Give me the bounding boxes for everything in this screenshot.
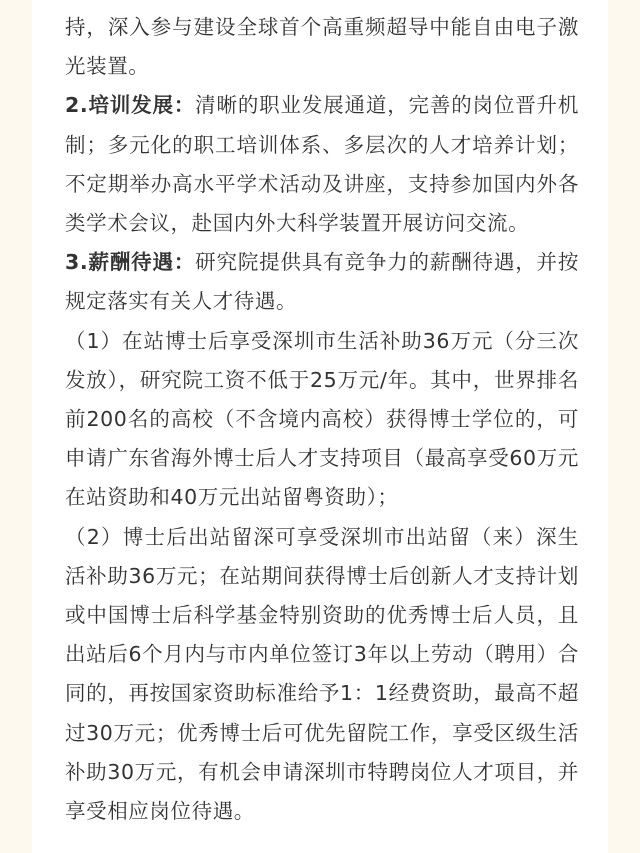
paragraph-training [65,86,579,243]
article-body [65,8,579,831]
paragraph-continuation: 持，深入参与建设全球首个高重频超导中能自由电子激光装置。 [65,15,579,79]
section-text-salary: 研究院提供具有竞争力的薪酬待遇，并按规定落实有关人才待遇。 [65,250,579,314]
section-text-training: 清晰的职业发展通道，完善的岗位晋升机制；多元化的职工培训体系、多层次的人才培养计划；不定期举办高水平学术活动及讲座，支持参加国内外各类学术会议，赴国内外大科学装置开展访问交流。 [65,93,579,236]
paragraph-item-1: （1）在站博士后享受深圳市生活补助36万元（分三次发放），研究院工资不低于25万元/年。其中，世界排名前200名的高校（不含境内高校）获得博士学位的，可申请广东省海外博士后人才支持项目（最高享受60万元在站资助和40万元出站留粤资助）； [65,328,579,510]
paragraph-salary [65,243,579,321]
section-heading-salary: 3.薪酬待遇： [65,250,196,275]
paragraph-item-2: （2）博士后出站留深可享受深圳市出站留（来）深生活补助36万元；在站期间获得博士后创新人才支持计划或中国博士后科学基金特别资助的优秀博士后人员，且出站后6个月内与市内单位签订3年以上劳动（聘用）合同的，再按国家资助标准给予1：1经费资助，最高不超过30万元；优秀博士后可优先留院工作，享受区级生活补助30万元，有机会申请深圳市特聘岗位人才项目，并享受相应岗位待遇。 [65,524,579,824]
section-heading-training: 2.培训发展： [65,93,196,118]
